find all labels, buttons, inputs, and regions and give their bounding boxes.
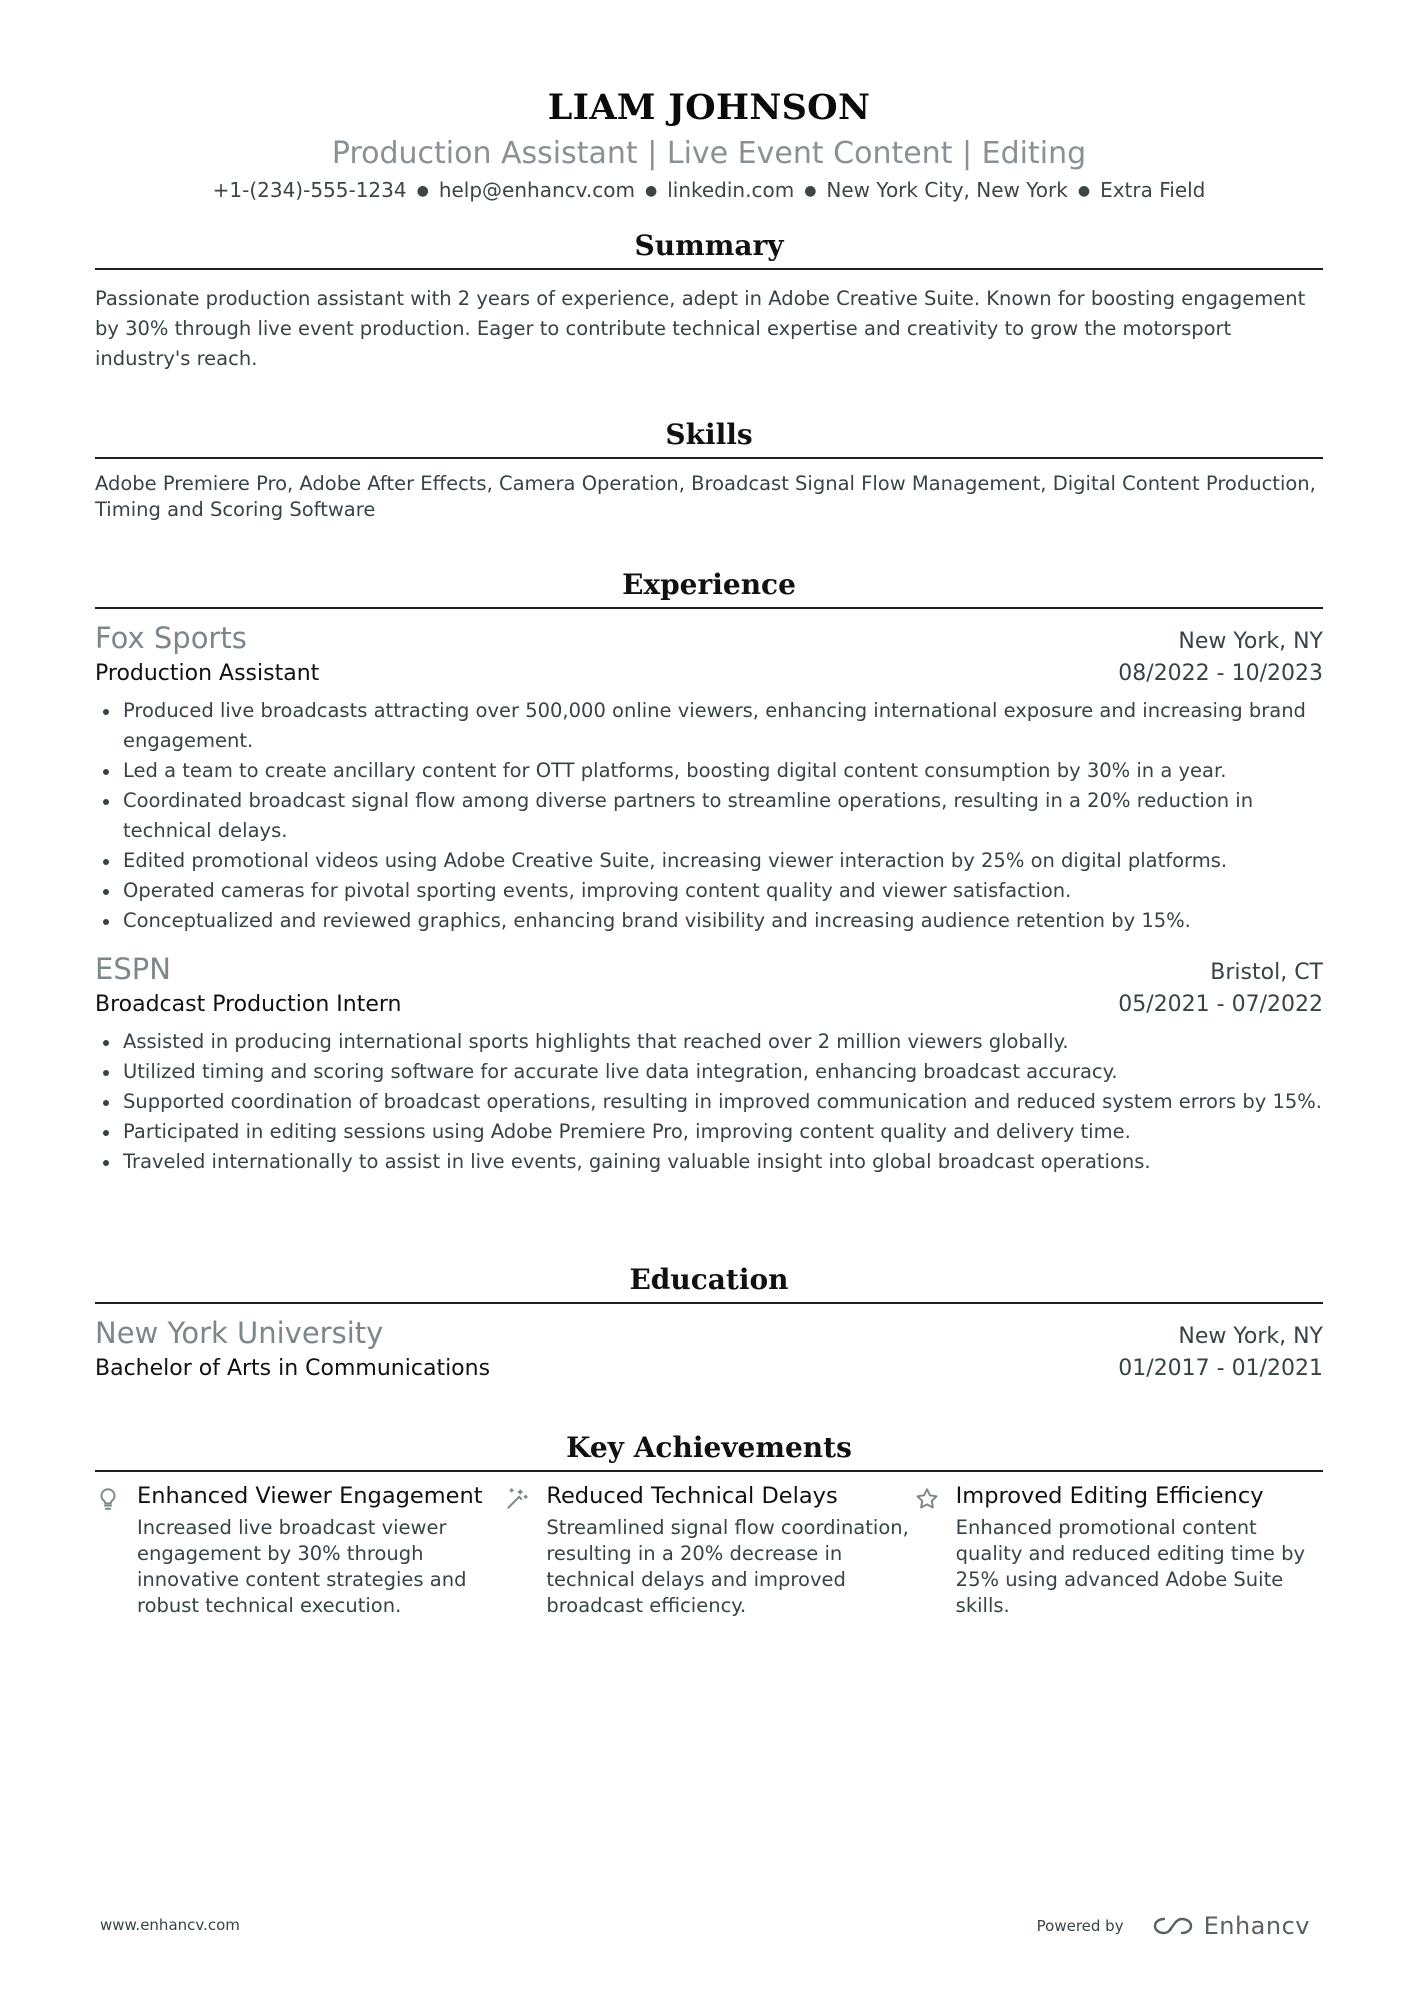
candidate-role: Production Assistant | Live Event Content | Editing — [331, 136, 1087, 171]
achievement-item — [504, 1482, 913, 1619]
powered-by-label: Powered by — [1036, 1917, 1124, 1935]
job-entry — [95, 950, 1323, 1177]
job-bullets — [95, 696, 1323, 936]
job-bullets — [95, 1027, 1323, 1177]
brand-name: Enhancv — [1203, 1912, 1310, 1940]
achievements-section — [95, 1430, 1323, 1619]
achievement-item — [95, 1482, 504, 1619]
linkedin-link[interactable]: linkedin.com — [667, 178, 795, 202]
bullet-item: Coordinated broadcast signal flow among diverse partners to streamline operations, resulting in a 20% reduction in technical delays. — [95, 786, 1323, 846]
enhancv-logo[interactable] — [1150, 1912, 1310, 1940]
school-name: New York University — [95, 1316, 384, 1350]
page-footer — [100, 1908, 1310, 1948]
education-entry — [95, 1314, 1323, 1385]
resume-header — [95, 86, 1323, 205]
section-divider — [95, 607, 1323, 609]
bullet-item: Led a team to create ancillary content for OTT platforms, boosting digital content consumption by 30% in a year. — [95, 756, 1323, 786]
separator-dot: ● — [645, 183, 658, 199]
bullet-item: Participated in editing sessions using Adobe Premiere Pro, improving content quality and delivery time. — [95, 1117, 1323, 1147]
bullet-item: Utilized timing and scoring software for accurate live data integration, enhancing broadcast accuracy. — [95, 1057, 1323, 1087]
extra-field: Extra Field — [1100, 178, 1206, 202]
bullet-item: Conceptualized and reviewed graphics, enhancing brand visibility and increasing audience retention by 15%. — [95, 906, 1323, 936]
phone-number: +1-(234)-555-1234 — [212, 178, 407, 202]
candidate-name: LIAM JOHNSON — [547, 87, 871, 128]
achievement-title: Enhanced Viewer Engagement — [137, 1483, 483, 1509]
achievement-item — [914, 1482, 1323, 1619]
job-title: Production Assistant — [95, 661, 320, 686]
contact-line — [95, 176, 1323, 205]
skills-text: Adobe Premiere Pro, Adobe After Effects, Camera Operation, Broadcast Signal Flow Management, Digital Content Production, Timing and Scoring Software — [95, 472, 1316, 521]
star-icon — [914, 1482, 956, 1619]
bullet-item: Assisted in producing international sports highlights that reached over 2 million viewers globally. — [95, 1027, 1323, 1057]
powered-by-block — [1037, 1908, 1310, 1944]
bullet-item: Edited promotional videos using Adobe Creative Suite, increasing viewer interaction by 25% on digital platforms. — [95, 846, 1323, 876]
resume-page — [95, 0, 1323, 1995]
education-section — [95, 1262, 1323, 1385]
job-location: New York, NY — [1178, 629, 1323, 654]
separator-dot: ● — [1077, 183, 1091, 199]
skills-heading: Skills — [665, 418, 753, 451]
summary-section — [95, 228, 1323, 374]
bullet-item: Supported coordination of broadcast operations, resulting in improved communication and reduced system errors by 15%. — [95, 1087, 1323, 1117]
enhancv-logo-icon — [1150, 1914, 1196, 1938]
company-name: ESPN — [95, 952, 171, 986]
job-title: Broadcast Production Intern — [95, 992, 402, 1017]
bullet-item: Produced live broadcasts attracting over 500,000 online viewers, enhancing international exposure and increasing brand engagement. — [95, 696, 1323, 756]
education-heading: Education — [629, 1263, 789, 1296]
summary-heading: Summary — [634, 229, 784, 262]
education-dates: 01/2017 - 01/2021 — [1118, 1356, 1323, 1381]
bullet-item: Operated cameras for pivotal sporting events, improving content quality and viewer satisfaction. — [95, 876, 1323, 906]
section-divider — [95, 457, 1323, 459]
section-divider — [95, 1302, 1323, 1304]
separator-dot: ● — [804, 183, 817, 199]
bullet-item: Traveled internationally to assist in live events, gaining valuable insight into global broadcast operations. — [95, 1147, 1323, 1177]
skills-section — [95, 417, 1323, 523]
job-dates: 05/2021 - 07/2022 — [1118, 992, 1323, 1017]
lightbulb-icon — [95, 1482, 137, 1619]
job-dates: 08/2022 - 10/2023 — [1118, 661, 1323, 686]
school-location: New York, NY — [1178, 1324, 1323, 1349]
job-location: Bristol, CT — [1210, 960, 1323, 985]
company-name: Fox Sports — [95, 621, 247, 655]
achievement-description: Enhanced promotional content quality and reduced editing time by 25% using advanced Adobe Suite skills. — [955, 1516, 1306, 1617]
achievement-title: Reduced Technical Delays — [546, 1483, 838, 1509]
job-entry — [95, 619, 1323, 936]
footer-url-link[interactable]: www.enhancv.com — [100, 1916, 240, 1934]
achievements-heading: Key Achievements — [566, 1431, 852, 1464]
section-divider — [95, 268, 1323, 270]
degree-name: Bachelor of Arts in Communications — [95, 1356, 491, 1381]
summary-text: Passionate production assistant with 2 years of experience, adept in Adobe Creative Suite. Known for boosting engagement by 30% through live event production. Eager to contribute technical expertise and creativity to grow the motorsport industry's reach. — [95, 287, 1306, 370]
achievement-description: Increased live broadcast viewer engagement by 30% through innovative content strategies and robust technical execution. — [137, 1516, 467, 1617]
location-text: New York City, New York — [826, 178, 1068, 202]
achievement-title: Improved Editing Efficiency — [955, 1483, 1264, 1509]
separator-dot: ● — [416, 183, 429, 199]
magic-wand-icon — [504, 1482, 546, 1619]
achievements-grid — [95, 1482, 1323, 1619]
achievement-description: Streamlined signal flow coordination, resulting in a 20% decrease in technical delays and improved broadcast efficiency. — [546, 1516, 909, 1617]
section-divider — [95, 1470, 1323, 1472]
experience-section — [95, 567, 1323, 1177]
experience-heading: Experience — [622, 568, 796, 601]
email-link[interactable]: help@enhancv.com — [438, 178, 635, 202]
